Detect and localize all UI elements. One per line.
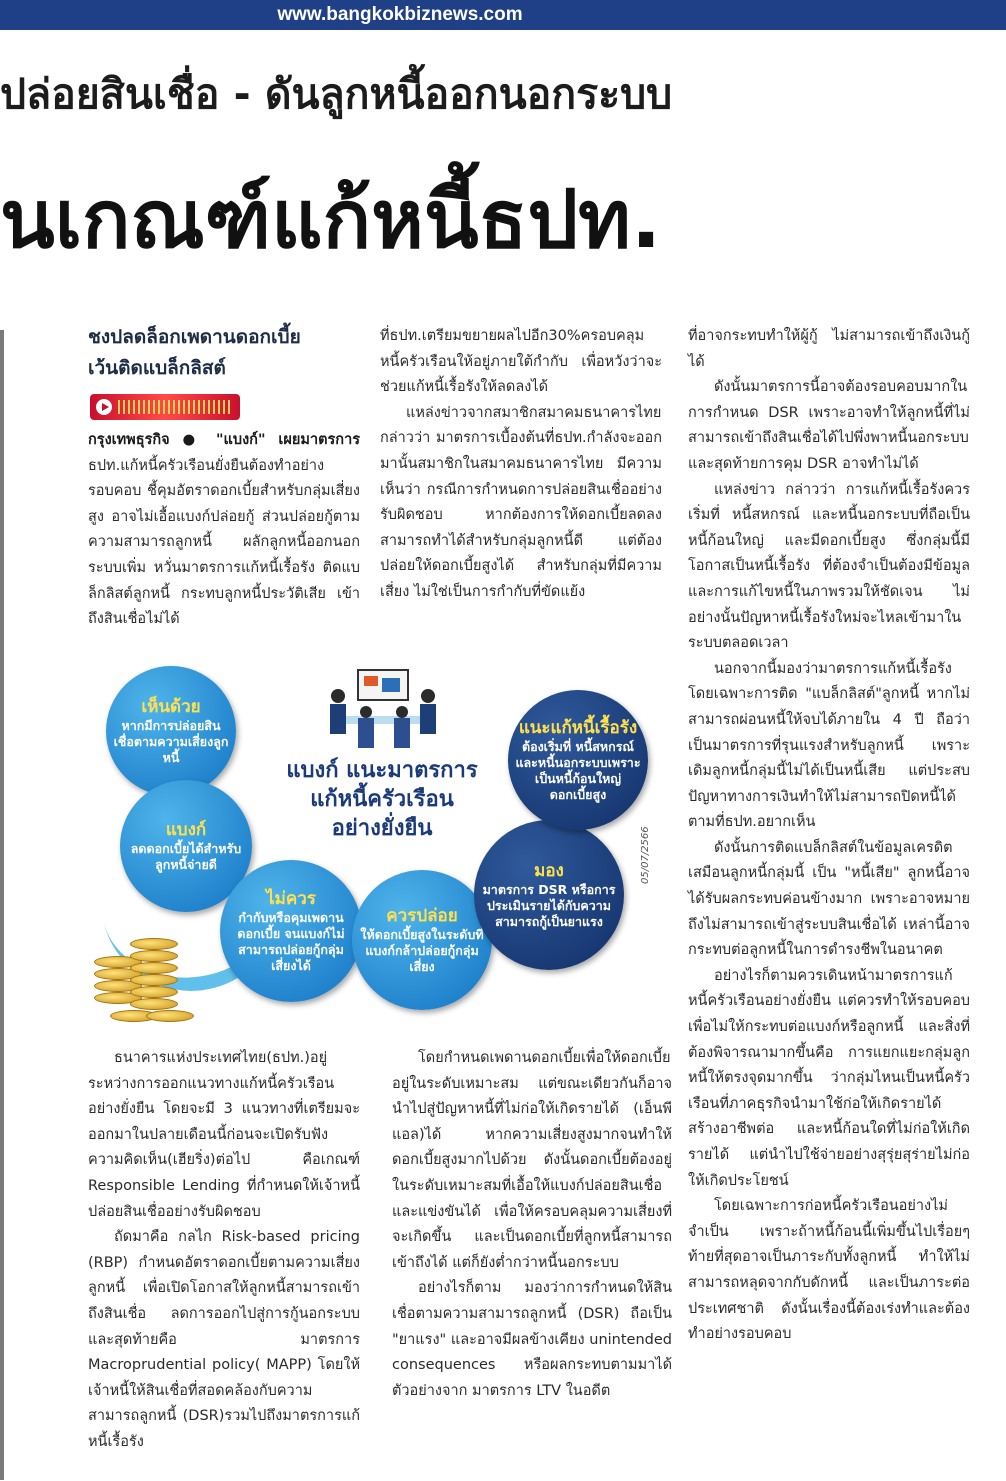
masthead-url[interactable]: www.bangkokbiznews.com bbox=[277, 4, 523, 25]
waveform-icon bbox=[118, 400, 230, 414]
bubble-body: กำกับหรือคุมเพดานดอกเบี้ย จนแบงก์ไม่สามารถปล่อยกู้กลุ่มเสี่ยงได้ bbox=[237, 910, 345, 973]
column-2-top bbox=[380, 324, 662, 606]
lead-kicker bbox=[88, 322, 360, 384]
bubble-title: เห็นด้วย bbox=[141, 697, 201, 717]
column-3 bbox=[688, 324, 970, 1348]
business-meeting-icon bbox=[318, 666, 448, 756]
article-paragraph: โดยเฉพาะการก่อหนี้ครัวเรือนอย่างไม่จำเป็น เพราะถ้าหนี้ก้อนนี้เพิ่มขึ้นไปเรื่อยๆ ท้ายที่สุดอาจเป็นภาระกับทั้งลูกหนี้ ทำให้ไม่สามารถหลุดจากกับดักหนี้ และเป็นภาระต่อประเทศชาติ ดังนั้นเรื่องนี้ต้องเร่งทำและต้องทำอย่างรอบคอบ bbox=[688, 1198, 970, 1343]
lead-text: ธปท.แก้หนี้ครัวเรือนยั่งยืนต้องทำอย่างรอบคอบ ชี้คุมอัตราดอกเบี้ยสำหรับกลุ่มเสี่ยงสูง อาจไม่เอื้อแบงก์ปล่อยกู้ ส่วนปล่อยกู้ตามความสามารถลูกหนี้ ผลักลูกหนี้ออกนอกระบบเพิ่ม หวั่นมาตรการแก้หนี้เรื้อรัง ติดแบล็กลิสต์ลูกหนี้ กระทบลูกหนี้ประวัติเสีย เข้าถึงสินเชื่อไม่ได้ bbox=[88, 457, 360, 628]
bubble-body: ให้ดอกเบี้ยสูงในระดับที่แบงก์กล้าปล่อยกู้กลุ่มเสี่ยง bbox=[360, 927, 484, 974]
infographic-title-line-3: อย่างยั่งยืน bbox=[331, 816, 433, 841]
article-paragraph: ดังนั้นการติดแบล็กลิสต์ในข้อมูลเครดิตเสมือนลูกหนี้กลุ่มนี้ เป็น "หนี้เสีย" ลูกหนี้อาจได้รับผลกระทบค่อนข้างมาก เพราะอาจหมายถึงไม่สามารถเข้าสู่ระบบสินเชื่อได้ เหล่านี้อาจกระทบต่อลูกหนี้ในการดำรงชีพในอนาคต bbox=[688, 839, 970, 959]
byline: กรุงเทพธุรกิจ ● "แบงก์" เผยมาตรการ bbox=[88, 432, 360, 448]
headline: นเกณฑ์แก้หนี้ธปท. bbox=[0, 173, 662, 266]
bubble-body: ต้องเริ่มที่ หนี้สหกรณ์และหนี้นอกระบบเพราะเป็นหนี้ก้อนใหญ่ดอกเบี้ยสูง bbox=[515, 739, 641, 802]
audio-play-icon[interactable] bbox=[90, 394, 240, 420]
bubble-body: หากมีการปล่อยสินเชื่อตามความเสี่ยงลูกหนี้ bbox=[113, 718, 229, 765]
sub-headline: ปล่อยสินเชื่อ - ดันลูกหนี้ออกนอกระบบ bbox=[0, 70, 673, 118]
bubble-agree bbox=[106, 666, 236, 796]
bubble-should-not-cap bbox=[220, 860, 362, 1002]
article-paragraph: นอกจากนี้มองว่ามาตรการแก้หนี้เรื้อรังโดยเฉพาะการติด "แบล็กลิสต์"ลูกหนี้ หากไม่สามารถผ่อนหนี้ให้จบได้ภายใน 4 ปี ถือว่าเป็นมาตรการที่รุนแรงสำหรับลูกหนี้ เพราะเดิมลูกหนี้กลุ่มนี้ไม่ได้เป็นหนี้เสีย แต่ประสบปัญหาทางการเงินทำให้ไม่สามารถปิดหนี้ได้ตามที่ธปท.อยากเห็น bbox=[688, 660, 970, 831]
article-paragraph: ธนาคารแห่งประเทศไทย(ธปท.)อยู่ระหว่างการออกแนวทางแก้หนี้ครัวเรือนอย่างยั่งยืน โดยจะมี 3 แนวทางที่เตรียมจะออกมาในปลายเดือนนี้ก่อนจะเปิดรับฟังความคิดเห็น(เฮียริ่ง)ต่อไป คือเกณฑ์ Responsible Lending ที่กำหนดให้เจ้าหนี้ปล่อยสินเชื่ออย่างรับผิดชอบ bbox=[88, 1050, 360, 1220]
column-rule bbox=[0, 330, 4, 1480]
bubble-title: ไม่ควร bbox=[266, 889, 316, 909]
article-paragraph: แหล่งข่าว กล่าวว่า การแก้หนี้เรื้อรังควรเริ่มที่ หนี้สหกรณ์ และหนี้นอกระบบที่ถือเป็นหนี้ก้อนใหญ่ และมีดอกเบี้ยสูง ซึ่งกลุ่มนี้มีโอกาสเป็นหนี้เรื้อรัง ที่ต้องจำเป็นต้องมีข้อมูลและการแก้ไขหนี้ในภาพรวมให้ชัดเจน ไม่อย่างนั้นปัญหาหนี้เรื้อรังใหม่จะไหลเข้ามาในระบบตลอดเวลา bbox=[688, 481, 970, 652]
bubble-title: มอง bbox=[534, 861, 564, 881]
article-paragraph: ที่อาจกระทบทำให้ผู้กู้ ไม่สามารถเข้าถึงเงินกู้ได้ bbox=[688, 328, 970, 370]
infographic-date: 05/07/2566 bbox=[640, 826, 651, 884]
bubble-title: ควรปล่อย bbox=[386, 906, 458, 926]
play-icon bbox=[96, 399, 112, 415]
bubble-title: แบงก์ bbox=[165, 820, 207, 840]
article-paragraph: แหล่งข่าวจากสมาชิกสมาคมธนาคารไทย กล่าวว่า มาตรการเบื้องต้นที่ธปท.กำลังจะออกมานั้นสมาชิกในสมาคมธนาคารไทย มีความเห็นว่า กรณีการกำหนดการปล่อยสินเชื่ออย่างรับผิดชอบ หากต้องการให้ดอกเบี้ยลดลงสามารถทำได้สำหรับกลุ่มลูกหนี้ดี แต่ต้องปล่อยให้ดอกเบี้ยสูงได้ สำหรับกลุ่มที่มีความเสี่ยง ไม่ใช่เป็นการกำกับที่ขัดแย้ง bbox=[380, 404, 662, 600]
bubble-body: ลดดอกเบี้ยได้สำหรับลูกหนี้จ่ายดี bbox=[130, 841, 242, 872]
bubble-title: แนะแก้หนี้เรื้อรัง bbox=[518, 718, 638, 738]
bubble-body: มาตรการ DSR หรือการประเมินรายได้กับความสามารถกู้เป็นยาแรง bbox=[482, 882, 616, 929]
article-paragraph: ดังนั้นมาตรการนี้อาจต้องรอบคอบมากในการกำหนด DSR เพราะอาจทำให้ลูกหนี้ที่ไม่สามารถเข้าถึงสินเชื่อได้ไปพึ่งพาหนี้นอกระบบและสุดท้ายการคุม DSR อาจทำไม่ได้ bbox=[688, 379, 970, 472]
bubble-allow-high-rate bbox=[352, 870, 492, 1010]
article-paragraph: ที่ธปท.เตรียมขยายผลไปอีก30%ครอบคลุมหนี้ครัวเรือนให้อยู่ภายใต้กำกับ เพื่อหวังว่าจะช่วยแก้หนี้เรื้อรังให้ลดลงได้ bbox=[380, 328, 662, 396]
lead-line-1: ชงปลดล็อกเพดานดอกเบี้ย bbox=[88, 326, 301, 348]
article-paragraph bbox=[88, 428, 360, 633]
infographic-title bbox=[252, 756, 512, 843]
article-paragraph: โดยกำหนดเพดานดอกเบี้ยเพื่อให้ดอกเบี้ยอยู่ในระดับเหมาะสม แต่ขณะเดียวกันก็อาจนำไปสู่ปัญหาหนี้ที่ไม่ก่อให้เกิดรายได้ (เอ็นพีแอล)ได้ หากความเสี่ยงสูงมากจนทำให้ดอกเบี้ยสูงมากไปด้วย ดังนั้นดอกเบี้ยต้องอยู่ในระดับเหมาะสมที่เอื้อให้แบงก์ปล่อยสินเชื่อ และแข่งขันได้ เพื่อให้ครอบคลุมความเสี่ยงที่จะเกิดขึ้น และเป็นดอกเบี้ยที่ลูกหนี้สามารถเข้าถึงได้ แต่ก็ยังต่ำกว่าหนี้นอกระบบ bbox=[392, 1050, 672, 1271]
article-paragraph: ถัดมาคือ กลไก Risk-based pricing (RBP) กำหนดอัตราดอกเบี้ยตามความเสี่ยงลูกหนี้ เพื่อเปิดโอกาสให้ลูกหนี้สามารถเข้าถึงสินเชื่อ ลดการออกไปสู่การกู้นอกระบบ และสุดท้ายคือ มาตรการ Macroprudential policy( MAPP) โดยให้เจ้าหนี้ให้สินเชื่อที่สอดคล้องกับความสามารถลูกหนี้ (DSR)รวมไปถึงมาตรการแก้หนี้เรื้อรัง bbox=[88, 1229, 360, 1450]
bubble-chronic-debt bbox=[508, 690, 648, 830]
bubble-dsr-view bbox=[474, 820, 624, 970]
infographic-title-line-1: แบงก์ แนะมาตรการ bbox=[286, 758, 478, 783]
infographic-title-line-2: แก้หนี้ครัวเรือน bbox=[310, 787, 454, 812]
column-1-bottom bbox=[88, 1046, 360, 1456]
infographic bbox=[90, 660, 650, 1040]
article-paragraph: อย่างไรก็ตาม มองว่าการกำหนดให้สินเชื่อตามความสามารถลูกหนี้ (DSR) ถือเป็น "ยาแรง" และอาจมีผลข้างเคียง unintended consequences หรือผลกระทบตามมาได้ ตัวอย่างจาก มาตรการ LTV ในอดีต bbox=[392, 1280, 672, 1399]
column-1-top bbox=[88, 428, 360, 633]
column-2-bottom bbox=[392, 1046, 672, 1404]
masthead-bar bbox=[0, 0, 1006, 30]
lead-line-2: เว้นติดแบล็กลิสต์ bbox=[88, 357, 226, 379]
article-paragraph: อย่างไรก็ตามควรเดินหน้ามาตรการแก้หนี้ครัวเรือนอย่างยั่งยืน แต่ควรทำให้รอบคอบ เพื่อไม่ให้กระทบต่อแบงก์หรือลูกหนี้ และสิ่งที่ต้องพิจารณามากขึ้นคือ การแยกแยะกลุ่มลูกหนี้ให้ตรงจุดมากขึ้น ว่ากลุ่มไหนเป็นหนี้ครัวเรือนที่ภาคธุรกิจนำมาใช้ก่อให้เกิดรายได้ สร้างอาชีพต่อ และหนี้ก้อนใดที่ไม่ก่อให้เกิดรายได้ แต่นำไปใช้จ่ายอย่างสุรุ่ยสุร่ายไม่ก่อให้เกิดประโยชน์ bbox=[688, 967, 970, 1189]
